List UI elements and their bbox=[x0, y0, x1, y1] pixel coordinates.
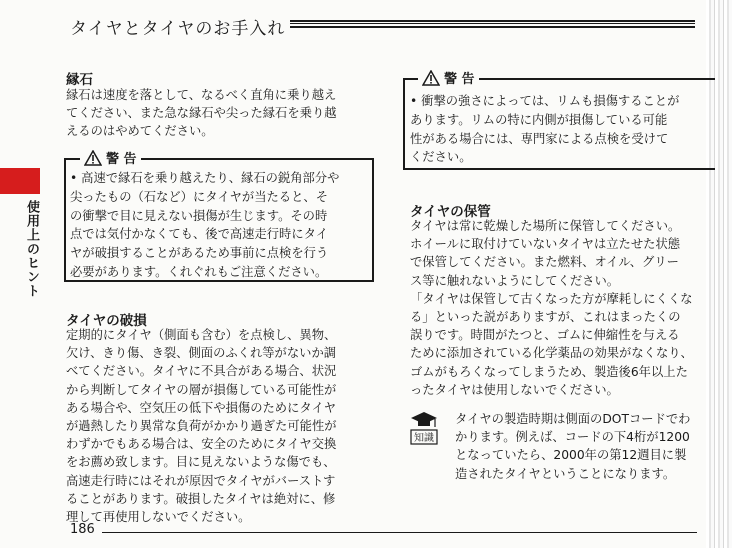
damage-heading: タイヤの破損 bbox=[66, 313, 147, 329]
damage-line: 高速走行時にはそれが原因でタイヤがバーストす bbox=[66, 473, 336, 488]
damage-line: が過熱したり異常な負荷がかかり過ぎた可能性が bbox=[66, 419, 337, 434]
warning-line: 尖ったもの（石など）にタイヤが当たると、そ bbox=[70, 189, 328, 204]
storage-line: ゴムがもろくなってしまうため、製造後6年以上た bbox=[410, 364, 688, 379]
storage-line: ために添加されている化学薬品の効果がなくなり、 bbox=[410, 346, 693, 361]
curb-line: えるのはやめてください。 bbox=[66, 124, 214, 139]
warning-body-left bbox=[70, 169, 370, 282]
warning-label-text: 警 告 bbox=[444, 72, 475, 87]
storage-line: で保管してください。また燃料、オイル、グリー bbox=[410, 255, 679, 270]
side-tab-label: 使用上のヒント bbox=[24, 200, 39, 298]
knowledge-icon-label: 知識 bbox=[414, 433, 434, 444]
warning-label-right bbox=[418, 68, 479, 87]
graduation-cap-icon bbox=[410, 410, 438, 446]
title-double-rule bbox=[290, 20, 695, 28]
warning-line: あります。リムの特に内側が損傷している可能 bbox=[410, 112, 668, 127]
storage-line: ス等に触れないようにしてください。 bbox=[410, 273, 620, 288]
curb-paragraph bbox=[66, 86, 376, 141]
damage-line: べてください。タイヤに不具合がある場合、状況 bbox=[66, 364, 337, 379]
warning-line: の衝撃で目に見えない損傷が生じます。その時 bbox=[70, 208, 328, 223]
damage-line: ることがあります。破損したタイヤは絶対に、修 bbox=[66, 491, 336, 506]
warning-body-right bbox=[410, 92, 704, 167]
storage-paragraph bbox=[410, 217, 705, 399]
damage-line: 定期的にタイヤ（側面も含む）を点検し、異物、 bbox=[66, 328, 337, 342]
warning-line: ヤが破損することがあるため事前に点検を行う bbox=[70, 246, 329, 261]
warning-line: • 衝撃の強さによっては、リムも損傷することが bbox=[410, 94, 680, 108]
storage-line: る」といった説がありますが、これはまったくの bbox=[410, 310, 681, 325]
curb-heading: 縁石 bbox=[66, 72, 93, 88]
storage-heading: タイヤの保管 bbox=[410, 204, 491, 220]
bottom-rule bbox=[102, 532, 697, 533]
warning-line: 性がある場合には、専門家による点検を受けて bbox=[410, 131, 669, 146]
storage-line: 「タイヤは保管して古くなった方が摩耗しにくくな bbox=[410, 291, 693, 306]
damage-line: から判断してタイヤの層が損傷している可能性が bbox=[66, 382, 337, 397]
damage-line: わずかでもある場合は、安全のためにタイヤ交換 bbox=[66, 437, 337, 452]
curb-line: 縁石は速度を落として、なるべく直角に乗り越え bbox=[66, 88, 337, 102]
knowledge-line: タイヤの製造時期は側面のDOTコードでわ bbox=[455, 412, 691, 426]
page-title: タイヤとタイヤのお手入れ bbox=[70, 19, 286, 39]
warning-line: 必要があります。くれぐれもご注意ください。 bbox=[70, 264, 328, 279]
storage-line: ホイールに取付けていないタイヤは立たせた状態 bbox=[410, 237, 681, 252]
knowledge-line: 造されたタイヤということになります。 bbox=[455, 466, 676, 481]
damage-line: 理して再使用しないでください。 bbox=[66, 510, 251, 525]
curb-line: てください、また急な縁石や尖った縁石を乗り越 bbox=[66, 106, 337, 121]
knowledge-tip bbox=[455, 410, 690, 483]
storage-line: タイヤは常に乾燥した場所に保管してください。 bbox=[410, 219, 681, 233]
knowledge-line: かります。例えば、コードの下4桁が1200 bbox=[455, 430, 690, 445]
storage-line: 誤りです。時間がたつと、ゴムに伸縮性を与える bbox=[410, 328, 680, 343]
knowledge-line: となっていたら、2000年の第12週目に製 bbox=[455, 448, 687, 463]
side-tab-marker bbox=[0, 168, 40, 194]
warning-line: • 高速で縁石を乗り越えたり、縁石の鋭角部分や bbox=[70, 171, 340, 185]
warning-line: ください。 bbox=[410, 150, 472, 165]
damage-line: ある場合や、空気圧の低下や損傷のためにタイヤ bbox=[66, 400, 337, 415]
damage-line: 欠け、きり傷、き裂、側面のふくれ等がないか調 bbox=[66, 346, 337, 361]
warning-triangle-icon bbox=[84, 150, 102, 166]
damage-line: をお薦め致します。目に見えないような傷でも、 bbox=[66, 455, 336, 470]
damage-paragraph bbox=[66, 326, 378, 526]
warning-label-text: 警 告 bbox=[106, 152, 137, 167]
storage-line: ったタイヤは使用しないでください。 bbox=[410, 382, 619, 397]
page-number: 186 bbox=[70, 522, 95, 537]
warning-triangle-icon bbox=[422, 70, 440, 86]
warning-label-left bbox=[80, 148, 141, 167]
warning-line: 点では気付かなくても、後で高速走行時にタイ bbox=[70, 227, 328, 242]
